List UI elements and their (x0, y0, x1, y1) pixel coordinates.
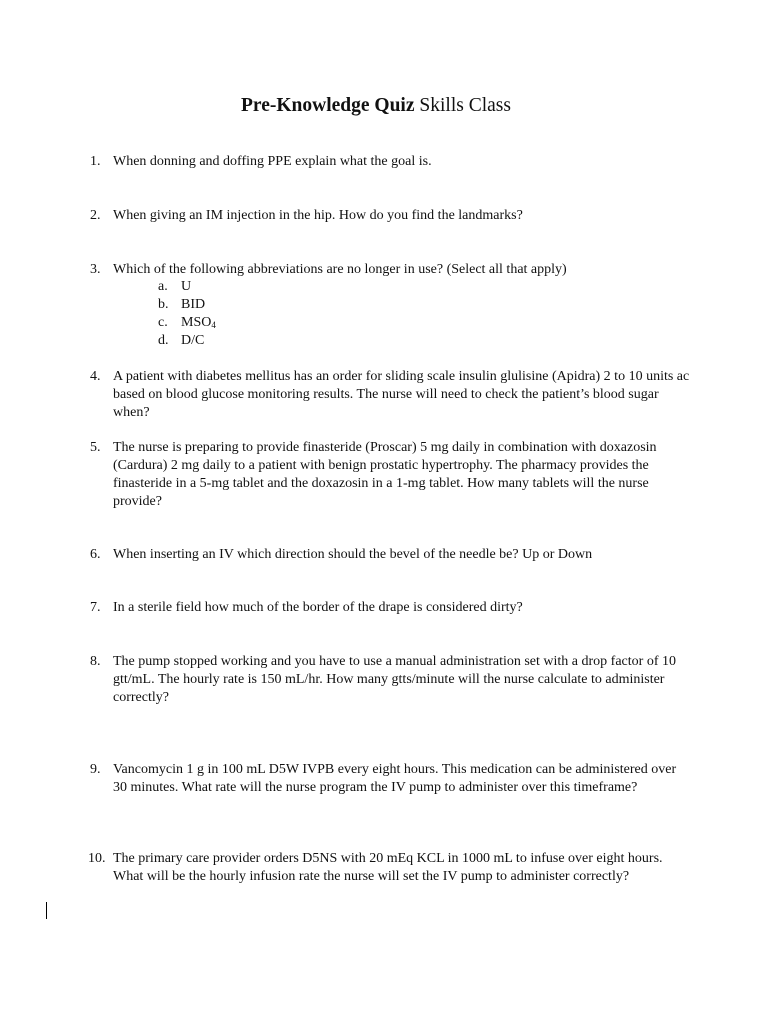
option-value: D/C (181, 333, 205, 348)
option-value: MSO (181, 315, 212, 330)
question-10 (90, 850, 690, 886)
question-1 (90, 153, 690, 171)
question-7 (90, 599, 690, 617)
question-4 (90, 368, 690, 422)
title-rest: Skills Class (414, 95, 511, 116)
question-3 (90, 261, 690, 279)
question-number: 9. (90, 762, 101, 777)
option-letter: b. (158, 297, 169, 312)
option-letter: c. (158, 315, 168, 330)
question-6 (90, 546, 690, 564)
question-text: The pump stopped working and you have to use a manual administration set with a drop factor of 10 gtt/mL. The hourly rate is 150 mL/hr. How many gtts/minute will the nurse calculate to administer correctly? (113, 654, 676, 705)
title-bold: Pre-Knowledge Quiz (241, 95, 415, 116)
question-number: 2. (90, 208, 101, 223)
question-text: The primary care provider orders D5NS with 20 mEq KCL in 1000 mL to infuse over eight hours. What will be the hourly infusion rate the nurse will set the IV pump to administer correctly? (113, 851, 663, 884)
question-number: 8. (90, 654, 101, 669)
question-9 (90, 761, 690, 797)
option-subscript: 4 (211, 320, 216, 330)
question-number: 4. (90, 369, 101, 384)
page-title (0, 94, 752, 118)
question-text: When donning and doffing PPE explain what the goal is. (113, 154, 432, 169)
question-number: 1. (90, 154, 101, 169)
question-text: When inserting an IV which direction should the bevel of the needle be? Up or Down (113, 547, 593, 562)
question-number: 6. (90, 547, 101, 562)
question-text: When giving an IM injection in the hip. How do you find the landmarks? (113, 208, 523, 223)
option-value: BID (181, 297, 206, 312)
question-number: 5. (90, 440, 101, 455)
question-8 (90, 653, 690, 707)
question-number: 7. (90, 600, 101, 615)
text-cursor (46, 902, 47, 919)
option-letter: d. (158, 333, 169, 348)
question-2 (90, 207, 690, 225)
question-5 (90, 439, 690, 511)
option-value: U (181, 279, 192, 294)
question-number: 3. (90, 262, 101, 277)
option-letter: a. (158, 279, 168, 294)
option-value-wrap (181, 314, 216, 334)
question-text: In a sterile field how much of the border of the drape is considered dirty? (113, 600, 523, 615)
question-text: Vancomycin 1 g in 100 mL D5W IVPB every eight hours. This medication can be administered over 30 minutes. What rate will the nurse program the IV pump to administer over this timeframe? (113, 762, 677, 795)
question-number: 10. (88, 851, 106, 866)
question-text: A patient with diabetes mellitus has an order for sliding scale insulin glulisine (Apidra) 2 to 10 units ac based on blood glucose monitoring results. The nurse will need to check the patient’s blood sugar when? (113, 369, 690, 420)
question-text: Which of the following abbreviations are no longer in use? (Select all that apply) (113, 262, 567, 277)
question-text: The nurse is preparing to provide finasteride (Proscar) 5 mg daily in combination with doxazosin (Cardura) 2 mg daily to a patient with benign prostatic hypertrophy. The pharmacy provides the finasteride in a 5-mg tablet and the doxazosin in a 1-mg tablet. How many tablets will the nurse provide? (113, 440, 657, 509)
